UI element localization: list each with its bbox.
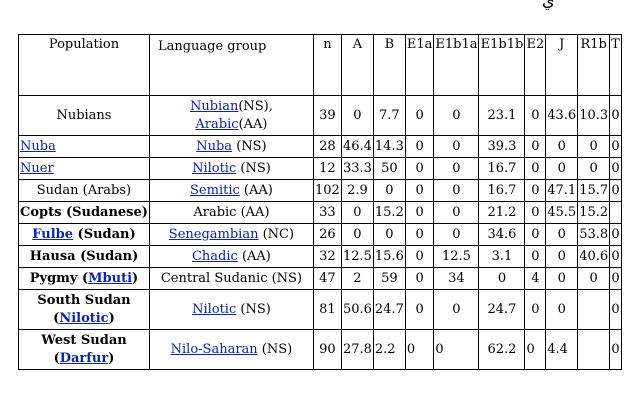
value-cell-e2: 0 [525,290,546,330]
value-cell-b: 59 [373,268,405,290]
value-cell-n: 90 [313,330,341,370]
table-row [19,330,622,370]
language-text: (AA) [239,182,273,198]
header-row [19,35,622,96]
value-cell-b: 15.6 [373,246,405,268]
value-cell-e1b1b: 24.7 [479,290,525,330]
value-cell-e1b1a: 0 [434,224,479,246]
header-b: B [373,35,405,96]
language-text: (NC) [258,226,295,242]
population-text: South Sudan [37,292,131,308]
language-text: Arabic (AA) [193,204,270,220]
value-cell-a: 12.5 [341,246,373,268]
value-cell-n: 32 [313,246,341,268]
value-cell-b: 15.2 [373,202,405,224]
language-text: (NS) [257,341,293,357]
value-cell-n: 39 [313,96,341,136]
value-cell-e1a: 0 [405,136,434,158]
value-cell-e1a: 0 [405,330,434,370]
value-cell-e2: 0 [525,180,546,202]
value-cell-a: 0 [341,202,373,224]
value-cell-n: 81 [313,290,341,330]
value-cell-j: 0 [546,158,578,180]
haplogroup-table [18,34,622,370]
language-group-cell [149,158,313,180]
value-cell-r1b: 40.6 [578,246,610,268]
language-group-cell [149,224,313,246]
value-cell-a: 27.8 [341,330,373,370]
value-cell-r1b: 15.7 [578,180,610,202]
value-cell-j: 0 [546,136,578,158]
value-cell-e1b1b: 39.3 [479,136,525,158]
population-text: ) [108,350,115,366]
value-cell-b: 2.2 [373,330,405,370]
value-cell-t: 0 [610,224,622,246]
language-text: (NS) [236,160,271,176]
value-cell-e1b1b: 16.7 [479,180,525,202]
population-link[interactable]: Nilotic [59,310,109,326]
value-cell-t: 0 [610,180,622,202]
value-cell-r1b: 15.2 [578,202,610,224]
table-row [19,246,622,268]
population-text: ) [132,271,139,286]
header-language-group: Language group [149,35,313,96]
value-cell-e2: 4 [525,268,546,290]
population-cell [19,330,150,370]
value-cell-a: 0 [341,96,373,136]
value-cell-n: 12 [313,158,341,180]
population-cell [19,224,150,246]
value-cell-t: 0 [610,96,622,136]
population-text: (Sudan) [73,227,136,242]
language-link[interactable]: Nuba [196,138,233,154]
header-j: J [546,35,578,96]
value-cell-e1b1a: 0 [434,180,479,202]
value-cell-r1b: 10.3 [578,96,610,136]
value-cell-r1b: 0 [578,158,610,180]
value-cell-e1b1a: 0 [434,158,479,180]
language-link[interactable]: Semitic [190,182,240,198]
value-cell-e1b1b: 34.6 [479,224,525,246]
value-cell-e1a: 0 [405,202,434,224]
header-e1b1a: E1b1a [434,35,479,96]
value-cell-e1b1a: 0 [434,202,479,224]
value-cell-a: 0 [341,224,373,246]
value-cell-e1b1a: 0 [434,290,479,330]
value-cell-n: 33 [313,202,341,224]
population-cell [19,246,150,268]
population-link[interactable]: Fulbe [32,227,74,242]
language-link[interactable]: Nubian [189,98,239,114]
population-text: ( [53,350,60,366]
value-cell-e2: 0 [525,158,546,180]
value-cell-r1b: 0 [578,268,610,290]
language-group-cell [149,180,313,202]
value-cell-e1b1a: 0 [434,96,479,136]
value-cell-e2: 0 [525,96,546,136]
header-e1b1b: E1b1b [479,35,525,96]
value-cell-b: 7.7 [373,96,405,136]
value-cell-b: 0 [373,224,405,246]
header-t: T [610,35,622,96]
language-text: (NS) [232,138,267,154]
value-cell-e1b1b: 0 [479,268,525,290]
value-cell-j: 0 [546,224,578,246]
population-cell [19,158,150,180]
value-cell-e1b1a: 0 [434,330,479,370]
language-link[interactable]: Nilo-Saharan [170,341,258,357]
header-r1b: R1b [578,35,610,96]
header-population: Population [19,35,150,96]
value-cell-a: 2 [341,268,373,290]
value-cell-e1a: 0 [405,290,434,330]
value-cell-e1b1a: 12.5 [434,246,479,268]
value-cell-e1b1b: 23.1 [479,96,525,136]
language-group-cell [149,290,313,330]
value-cell-r1b: 0 [578,136,610,158]
value-cell-j: 4.4 [546,330,578,370]
value-cell-t: 0 [610,290,622,330]
value-cell-n: 26 [313,224,341,246]
header-a: A [341,35,373,96]
value-cell-r1b [578,290,610,330]
value-cell-e2: 0 [525,202,546,224]
value-cell-e1b1b: 16.7 [479,158,525,180]
value-cell-e2: 0 [525,246,546,268]
language-link[interactable]: Chadic [191,248,238,264]
value-cell-a: 46.4 [341,136,373,158]
value-cell-e1a: 0 [405,268,434,290]
population-text: Nubians [56,108,112,123]
population-text: ( [53,310,60,326]
table-row [19,224,622,246]
value-cell-e2: 0 [525,136,546,158]
population-cell [19,268,150,290]
value-cell-j: 0 [546,290,578,330]
value-cell-e1b1b: 21.2 [479,202,525,224]
value-cell-a: 2.9 [341,180,373,202]
header-e1a: E1a [405,35,434,96]
value-cell-e1a: 0 [405,158,434,180]
header-e2: E2 [525,35,546,96]
language-group-cell [149,330,313,370]
value-cell-t: 0 [610,246,622,268]
population-text: Copts (Sudanese) [20,205,148,220]
language-group-cell [149,246,313,268]
population-link[interactable]: Darfur [59,350,109,366]
language-group-cell [149,96,313,136]
top-text-fragment: ي [542,0,555,10]
population-text: Sudan (Arabs) [36,183,132,198]
value-cell-n: 47 [313,268,341,290]
value-cell-j: 0 [546,246,578,268]
value-cell-e1a: 0 [405,246,434,268]
language-text: (NS), [238,98,273,114]
value-cell-e2: 0 [525,330,546,370]
table-row [19,158,622,180]
value-cell-a: 33.3 [341,158,373,180]
value-cell-n: 28 [313,136,341,158]
value-cell-r1b: 53.8 [578,224,610,246]
population-text: West Sudan [41,332,127,348]
table-row [19,136,622,158]
language-link[interactable]: Nilotic [192,301,237,317]
value-cell-e1b1b: 62.2 [479,330,525,370]
value-cell-t: 0 [610,268,622,290]
population-cell [19,96,150,136]
population-link[interactable]: Mbuti [88,271,133,286]
value-cell-j: 47.1 [546,180,578,202]
population-cell [19,136,150,158]
value-cell-t [610,202,622,224]
population-text: Pygmy ( [29,271,89,286]
language-text: (NS) [236,301,271,317]
value-cell-b: 50 [373,158,405,180]
language-text: (AA) [238,116,268,132]
population-link[interactable]: Nuba [20,139,56,154]
value-cell-b: 24.7 [373,290,405,330]
language-group-cell [149,268,313,290]
header-n: n [313,35,341,96]
language-text: (AA) [237,248,271,264]
value-cell-t: 0 [610,330,622,370]
value-cell-j: 45.5 [546,202,578,224]
value-cell-a: 50.6 [341,290,373,330]
language-link[interactable]: Arabic [195,116,239,132]
table-row [19,180,622,202]
value-cell-b: 0 [373,180,405,202]
value-cell-e1a: 0 [405,180,434,202]
language-group-cell [149,202,313,224]
value-cell-b: 14.3 [373,136,405,158]
value-cell-e1a: 0 [405,224,434,246]
table-row [19,268,622,290]
value-cell-t: 0 [610,158,622,180]
value-cell-e1b1a: 34 [434,268,479,290]
value-cell-e2: 0 [525,224,546,246]
value-cell-n: 102 [313,180,341,202]
table-row [19,290,622,330]
table-row [19,202,622,224]
value-cell-j: 0 [546,268,578,290]
population-text: Hausa (Sudan) [29,249,139,264]
language-group-cell [149,136,313,158]
value-cell-e1b1b: 3.1 [479,246,525,268]
language-link[interactable]: Nilotic [192,160,237,176]
language-text: Central Sudanic (NS) [160,270,303,286]
value-cell-e1b1a: 0 [434,136,479,158]
population-link[interactable]: Nuer [20,161,54,176]
value-cell-r1b [578,330,610,370]
population-cell [19,290,150,330]
population-cell [19,180,150,202]
value-cell-e1a: 0 [405,96,434,136]
language-link[interactable]: Senegambian [168,226,259,242]
value-cell-j: 43.6 [546,96,578,136]
value-cell-t: 0 [610,136,622,158]
population-cell [19,202,150,224]
population-text: ) [108,310,115,326]
table-row [19,96,622,136]
